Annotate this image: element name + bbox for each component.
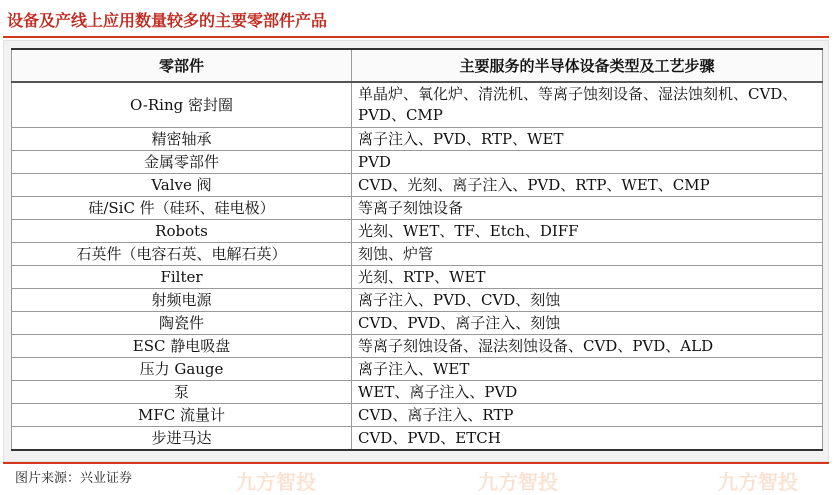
part-cell: MFC 流量计 [12, 403, 352, 426]
table-row [12, 334, 823, 357]
part-cell: Valve 阀 [12, 173, 352, 196]
table-row [12, 127, 823, 150]
watermark: 九方智投 [478, 470, 558, 494]
table-row [12, 357, 823, 380]
process-cell: CVD、PVD、离子注入、刻蚀 [352, 311, 823, 334]
process-cell: 离子注入、PVD、RTP、WET [352, 127, 823, 150]
table-row [12, 219, 823, 242]
part-cell: Filter [12, 265, 352, 288]
source-note: 图片来源：兴业证券 [15, 471, 133, 486]
part-cell: 硅/SiC 件（硅环、硅电极） [12, 196, 352, 219]
watermark: 九方智投 [236, 470, 316, 494]
process-cell: WET、离子注入、PVD [352, 380, 823, 403]
table-row [12, 403, 823, 426]
table-row [12, 196, 823, 219]
table-header-row [12, 49, 823, 82]
document-title: 设备及产线上应用数量较多的主要零部件产品 [7, 11, 328, 30]
part-cell: ESC 静电吸盘 [12, 334, 352, 357]
table-row [12, 288, 823, 311]
process-cell: CVD、PVD、ETCH [352, 426, 823, 450]
part-cell: 泵 [12, 380, 352, 403]
process-cell: 离子注入、WET [352, 357, 823, 380]
table-row [12, 311, 823, 334]
part-cell: Robots [12, 219, 352, 242]
part-cell: 金属零部件 [12, 150, 352, 173]
process-cell: 光刻、RTP、WET [352, 265, 823, 288]
watermark: 九方智投 [718, 470, 798, 494]
parts-table [11, 48, 823, 451]
part-cell: 精密轴承 [12, 127, 352, 150]
process-cell: 离子注入、PVD、CVD、刻蚀 [352, 288, 823, 311]
process-cell: CVD、离子注入、RTP [352, 403, 823, 426]
table-row [12, 380, 823, 403]
title-bar [3, 6, 829, 38]
process-cell: CVD、光刻、离子注入、PVD、RTP、WET、CMP [352, 173, 823, 196]
process-cell: 光刻、WET、TF、Etch、DIFF [352, 219, 823, 242]
part-cell: 步进马达 [12, 426, 352, 450]
header-part: 零部件 [12, 49, 352, 82]
source-bar [3, 462, 829, 488]
process-cell: PVD [352, 150, 823, 173]
table-row [12, 82, 823, 127]
part-cell: 陶瓷件 [12, 311, 352, 334]
part-cell: O-Ring 密封圈 [12, 82, 352, 127]
process-cell: 单晶炉、氧化炉、清洗机、等离子蚀刻设备、湿法蚀刻机、CVD、PVD、CMP [352, 82, 823, 127]
process-cell: 等离子刻蚀设备、湿法刻蚀设备、CVD、PVD、ALD [352, 334, 823, 357]
table-row [12, 242, 823, 265]
header-process: 主要服务的半导体设备类型及工艺步骤 [352, 49, 823, 82]
process-cell: 等离子刻蚀设备 [352, 196, 823, 219]
part-cell: 石英件（电容石英、电解石英） [12, 242, 352, 265]
table-row [12, 426, 823, 450]
part-cell: 射频电源 [12, 288, 352, 311]
table-row [12, 265, 823, 288]
part-cell: 压力 Gauge [12, 357, 352, 380]
table-row [12, 150, 823, 173]
table-row [12, 173, 823, 196]
process-cell: 刻蚀、炉管 [352, 242, 823, 265]
